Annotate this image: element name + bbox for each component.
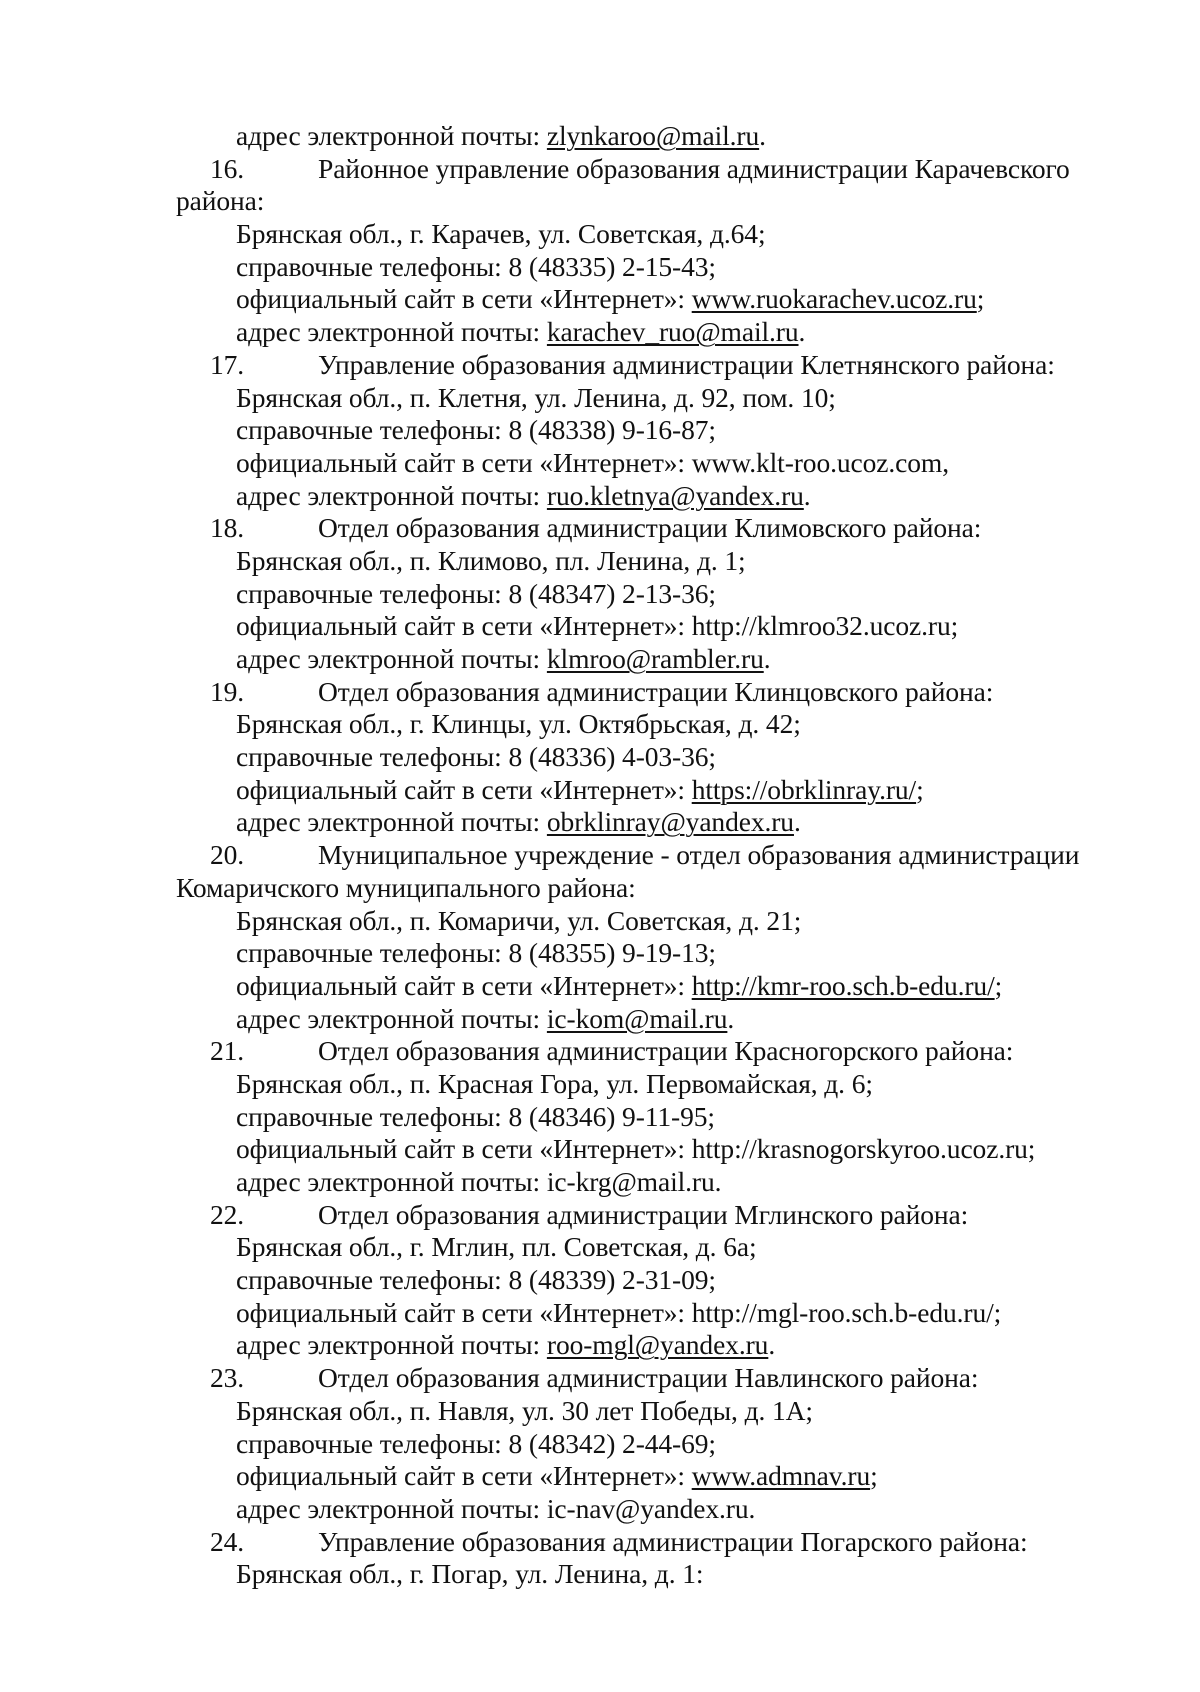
contact-label: Брянская обл., п. Навля, ул. 30 лет Победы, д. 1А; bbox=[236, 1394, 813, 1426]
contact-line bbox=[0, 905, 1200, 938]
section-number: 20. bbox=[210, 839, 245, 871]
section-heading bbox=[0, 1526, 1200, 1559]
contact-punctuation: ; bbox=[870, 1460, 878, 1492]
section-heading bbox=[0, 839, 1200, 872]
contact-line bbox=[0, 1493, 1200, 1526]
contact-label: адрес электронной почты: bbox=[236, 1002, 547, 1034]
contact-label: справочные телефоны: 8 (48355) 9-19-13; bbox=[236, 937, 716, 969]
section-number: 22. bbox=[210, 1198, 245, 1230]
section-title: Районное управление образования администрации Карачевского bbox=[318, 152, 1070, 184]
contact-line bbox=[0, 1101, 1200, 1134]
contact-label: Брянская обл., г. Мглин, пл. Советская, д. 6а; bbox=[236, 1231, 757, 1263]
contact-line bbox=[0, 447, 1200, 480]
contact-line bbox=[0, 937, 1200, 970]
section-title-continuation: Комаричского муниципального района: bbox=[176, 871, 636, 903]
contact-line bbox=[0, 970, 1200, 1003]
contact-link[interactable]: www.ruokarachev.ucoz.ru bbox=[691, 283, 977, 315]
contact-line bbox=[0, 1264, 1200, 1297]
contact-label: адрес электронной почты: bbox=[236, 316, 547, 348]
contact-label: Брянская обл., г. Карачев, ул. Советская, д.64; bbox=[236, 218, 766, 250]
contact-label: Брянская обл., п. Комаричи, ул. Советская, д. 21; bbox=[236, 904, 802, 936]
contact-link[interactable]: ruo.kletnya@yandex.ru bbox=[546, 479, 804, 511]
contact-line bbox=[0, 1231, 1200, 1264]
contact-punctuation: . bbox=[727, 1002, 735, 1034]
contact-label: адрес электронной почты: bbox=[236, 479, 547, 511]
section-heading bbox=[0, 512, 1200, 545]
section-heading bbox=[0, 349, 1200, 382]
section-heading bbox=[0, 1035, 1200, 1068]
contact-label: адрес электронной почты: bbox=[236, 806, 547, 838]
contact-punctuation: ; bbox=[916, 773, 924, 805]
contact-line bbox=[0, 741, 1200, 774]
section-number: 24. bbox=[210, 1525, 245, 1557]
contact-line bbox=[0, 774, 1200, 807]
contact-line bbox=[0, 806, 1200, 839]
contact-link[interactable]: www.admnav.ru bbox=[691, 1460, 871, 1492]
contact-label: официальный сайт в сети «Интернет»: bbox=[236, 773, 692, 805]
contact-link[interactable]: zlynkaroo@mail.ru bbox=[546, 120, 760, 151]
section-number: 16. bbox=[210, 152, 245, 184]
contact-label: официальный сайт в сети «Интернет»: http://krasnogorskyroo.ucoz.ru; bbox=[236, 1133, 1036, 1165]
contact-punctuation: ; bbox=[994, 969, 1003, 1001]
contact-line bbox=[0, 316, 1200, 349]
contact-line bbox=[0, 283, 1200, 316]
section-number: 23. bbox=[210, 1362, 245, 1394]
contact-label: официальный сайт в сети «Интернет»: http://klmroo32.ucoz.ru; bbox=[236, 610, 959, 642]
contact-label: справочные телефоны: 8 (48342) 2-44-69; bbox=[236, 1427, 716, 1459]
section-number: 18. bbox=[210, 512, 245, 544]
contact-punctuation: ; bbox=[976, 283, 985, 315]
contact-label: адрес электронной почты: bbox=[236, 120, 547, 151]
contact-label: официальный сайт в сети «Интернет»: bbox=[236, 969, 692, 1001]
contact-line bbox=[0, 1329, 1200, 1362]
contact-link[interactable]: ic-kom@mail.ru bbox=[546, 1002, 728, 1034]
section-title: Отдел образования администрации Навлинского района: bbox=[318, 1362, 979, 1394]
contact-line bbox=[0, 1003, 1200, 1036]
contact-line bbox=[0, 708, 1200, 741]
document-body bbox=[0, 120, 1200, 1591]
contact-link[interactable]: https://obrklinray.ru/ bbox=[691, 773, 917, 805]
contact-line bbox=[0, 414, 1200, 447]
contact-link[interactable]: karachev_ruo@mail.ru bbox=[546, 316, 799, 348]
section-title: Управление образования администрации Клетнянского района: bbox=[318, 348, 1055, 380]
contact-link[interactable]: http://kmr-roo.sch.b-edu.ru/ bbox=[691, 969, 995, 1001]
contact-line bbox=[0, 1068, 1200, 1101]
contact-line bbox=[0, 1428, 1200, 1461]
contact-label: справочные телефоны: 8 (48336) 4-03-36; bbox=[236, 741, 716, 773]
section-title: Отдел образования администрации Климовского района: bbox=[318, 512, 982, 544]
contact-line bbox=[0, 578, 1200, 611]
contact-line bbox=[0, 1166, 1200, 1199]
contact-line bbox=[0, 545, 1200, 578]
contact-line bbox=[0, 1558, 1200, 1591]
contact-label: Брянская обл., п. Красная Гора, ул. Первомайская, д. 6; bbox=[236, 1067, 873, 1099]
contact-label: Брянская обл., г. Погар, ул. Ленина, д. 1: bbox=[236, 1558, 704, 1590]
contact-label: официальный сайт в сети «Интернет»: bbox=[236, 1460, 692, 1492]
contact-punctuation: . bbox=[768, 1329, 776, 1361]
contact-label: адрес электронной почты: bbox=[236, 643, 547, 674]
contact-line bbox=[0, 480, 1200, 513]
section-title: Муниципальное учреждение - отдел образования администрации bbox=[318, 839, 1080, 871]
contact-line bbox=[0, 1133, 1200, 1166]
section-title: Управление образования администрации Погарского района: bbox=[318, 1525, 1028, 1557]
section-number: 17. bbox=[210, 348, 245, 380]
contact-label: официальный сайт в сети «Интернет»: http://mgl-roo.sch.b-edu.ru/; bbox=[236, 1296, 1002, 1328]
contact-line bbox=[0, 382, 1200, 415]
contact-label: адрес электронной почты: ic-krg@mail.ru. bbox=[236, 1166, 722, 1197]
section-heading bbox=[0, 1199, 1200, 1232]
section-title: Отдел образования администрации Клинцовского района: bbox=[318, 675, 994, 707]
section-title: Отдел образования администрации Мглинского района: bbox=[318, 1198, 969, 1230]
section-number: 21. bbox=[210, 1035, 245, 1067]
contact-label: справочные телефоны: 8 (48338) 9-16-87; bbox=[236, 414, 716, 446]
contact-line bbox=[0, 1460, 1200, 1493]
section-heading bbox=[0, 153, 1200, 186]
contact-punctuation: . bbox=[793, 806, 801, 838]
section-title: Отдел образования администрации Красногорского района: bbox=[318, 1035, 1014, 1067]
contact-punctuation: . bbox=[759, 120, 766, 151]
section-heading bbox=[0, 1362, 1200, 1395]
contact-line bbox=[0, 1297, 1200, 1330]
contact-line bbox=[0, 643, 1200, 676]
contact-line bbox=[0, 251, 1200, 284]
contact-label: адрес электронной почты: bbox=[236, 1329, 547, 1361]
contact-label: справочные телефоны: 8 (48335) 2-15-43; bbox=[236, 250, 716, 282]
contact-link[interactable]: klmroo@rambler.ru bbox=[546, 643, 764, 674]
contact-line bbox=[0, 610, 1200, 643]
contact-line bbox=[0, 120, 1200, 153]
section-heading bbox=[0, 676, 1200, 709]
contact-line bbox=[0, 1395, 1200, 1428]
contact-punctuation: . bbox=[763, 643, 771, 674]
contact-punctuation: . bbox=[798, 316, 806, 348]
contact-label: официальный сайт в сети «Интернет»: www.klt-roo.ucoz.com, bbox=[236, 446, 949, 478]
contact-line bbox=[0, 218, 1200, 251]
contact-label: Брянская обл., п. Клетня, ул. Ленина, д. 92, пом. 10; bbox=[236, 381, 836, 413]
contact-label: справочные телефоны: 8 (48347) 2-13-36; bbox=[236, 577, 716, 609]
contact-punctuation: . bbox=[803, 479, 811, 511]
contact-label: справочные телефоны: 8 (48339) 2-31-09; bbox=[236, 1264, 716, 1296]
contact-label: официальный сайт в сети «Интернет»: bbox=[236, 283, 692, 315]
contact-label: Брянская обл., п. Климово, пл. Ленина, д. 1; bbox=[236, 544, 746, 576]
contact-link[interactable]: obrklinray@yandex.ru bbox=[546, 806, 794, 838]
section-title-continuation: района: bbox=[176, 185, 265, 217]
contact-label: адрес электронной почты: ic-nav@yandex.ru. bbox=[236, 1492, 756, 1524]
contact-link[interactable]: roo-mgl@yandex.ru bbox=[546, 1329, 769, 1361]
section-number: 19. bbox=[210, 675, 245, 707]
contact-label: справочные телефоны: 8 (48346) 9-11-95; bbox=[236, 1100, 715, 1132]
contact-label: Брянская обл., г. Клинцы, ул. Октябрьская, д. 42; bbox=[236, 708, 801, 740]
